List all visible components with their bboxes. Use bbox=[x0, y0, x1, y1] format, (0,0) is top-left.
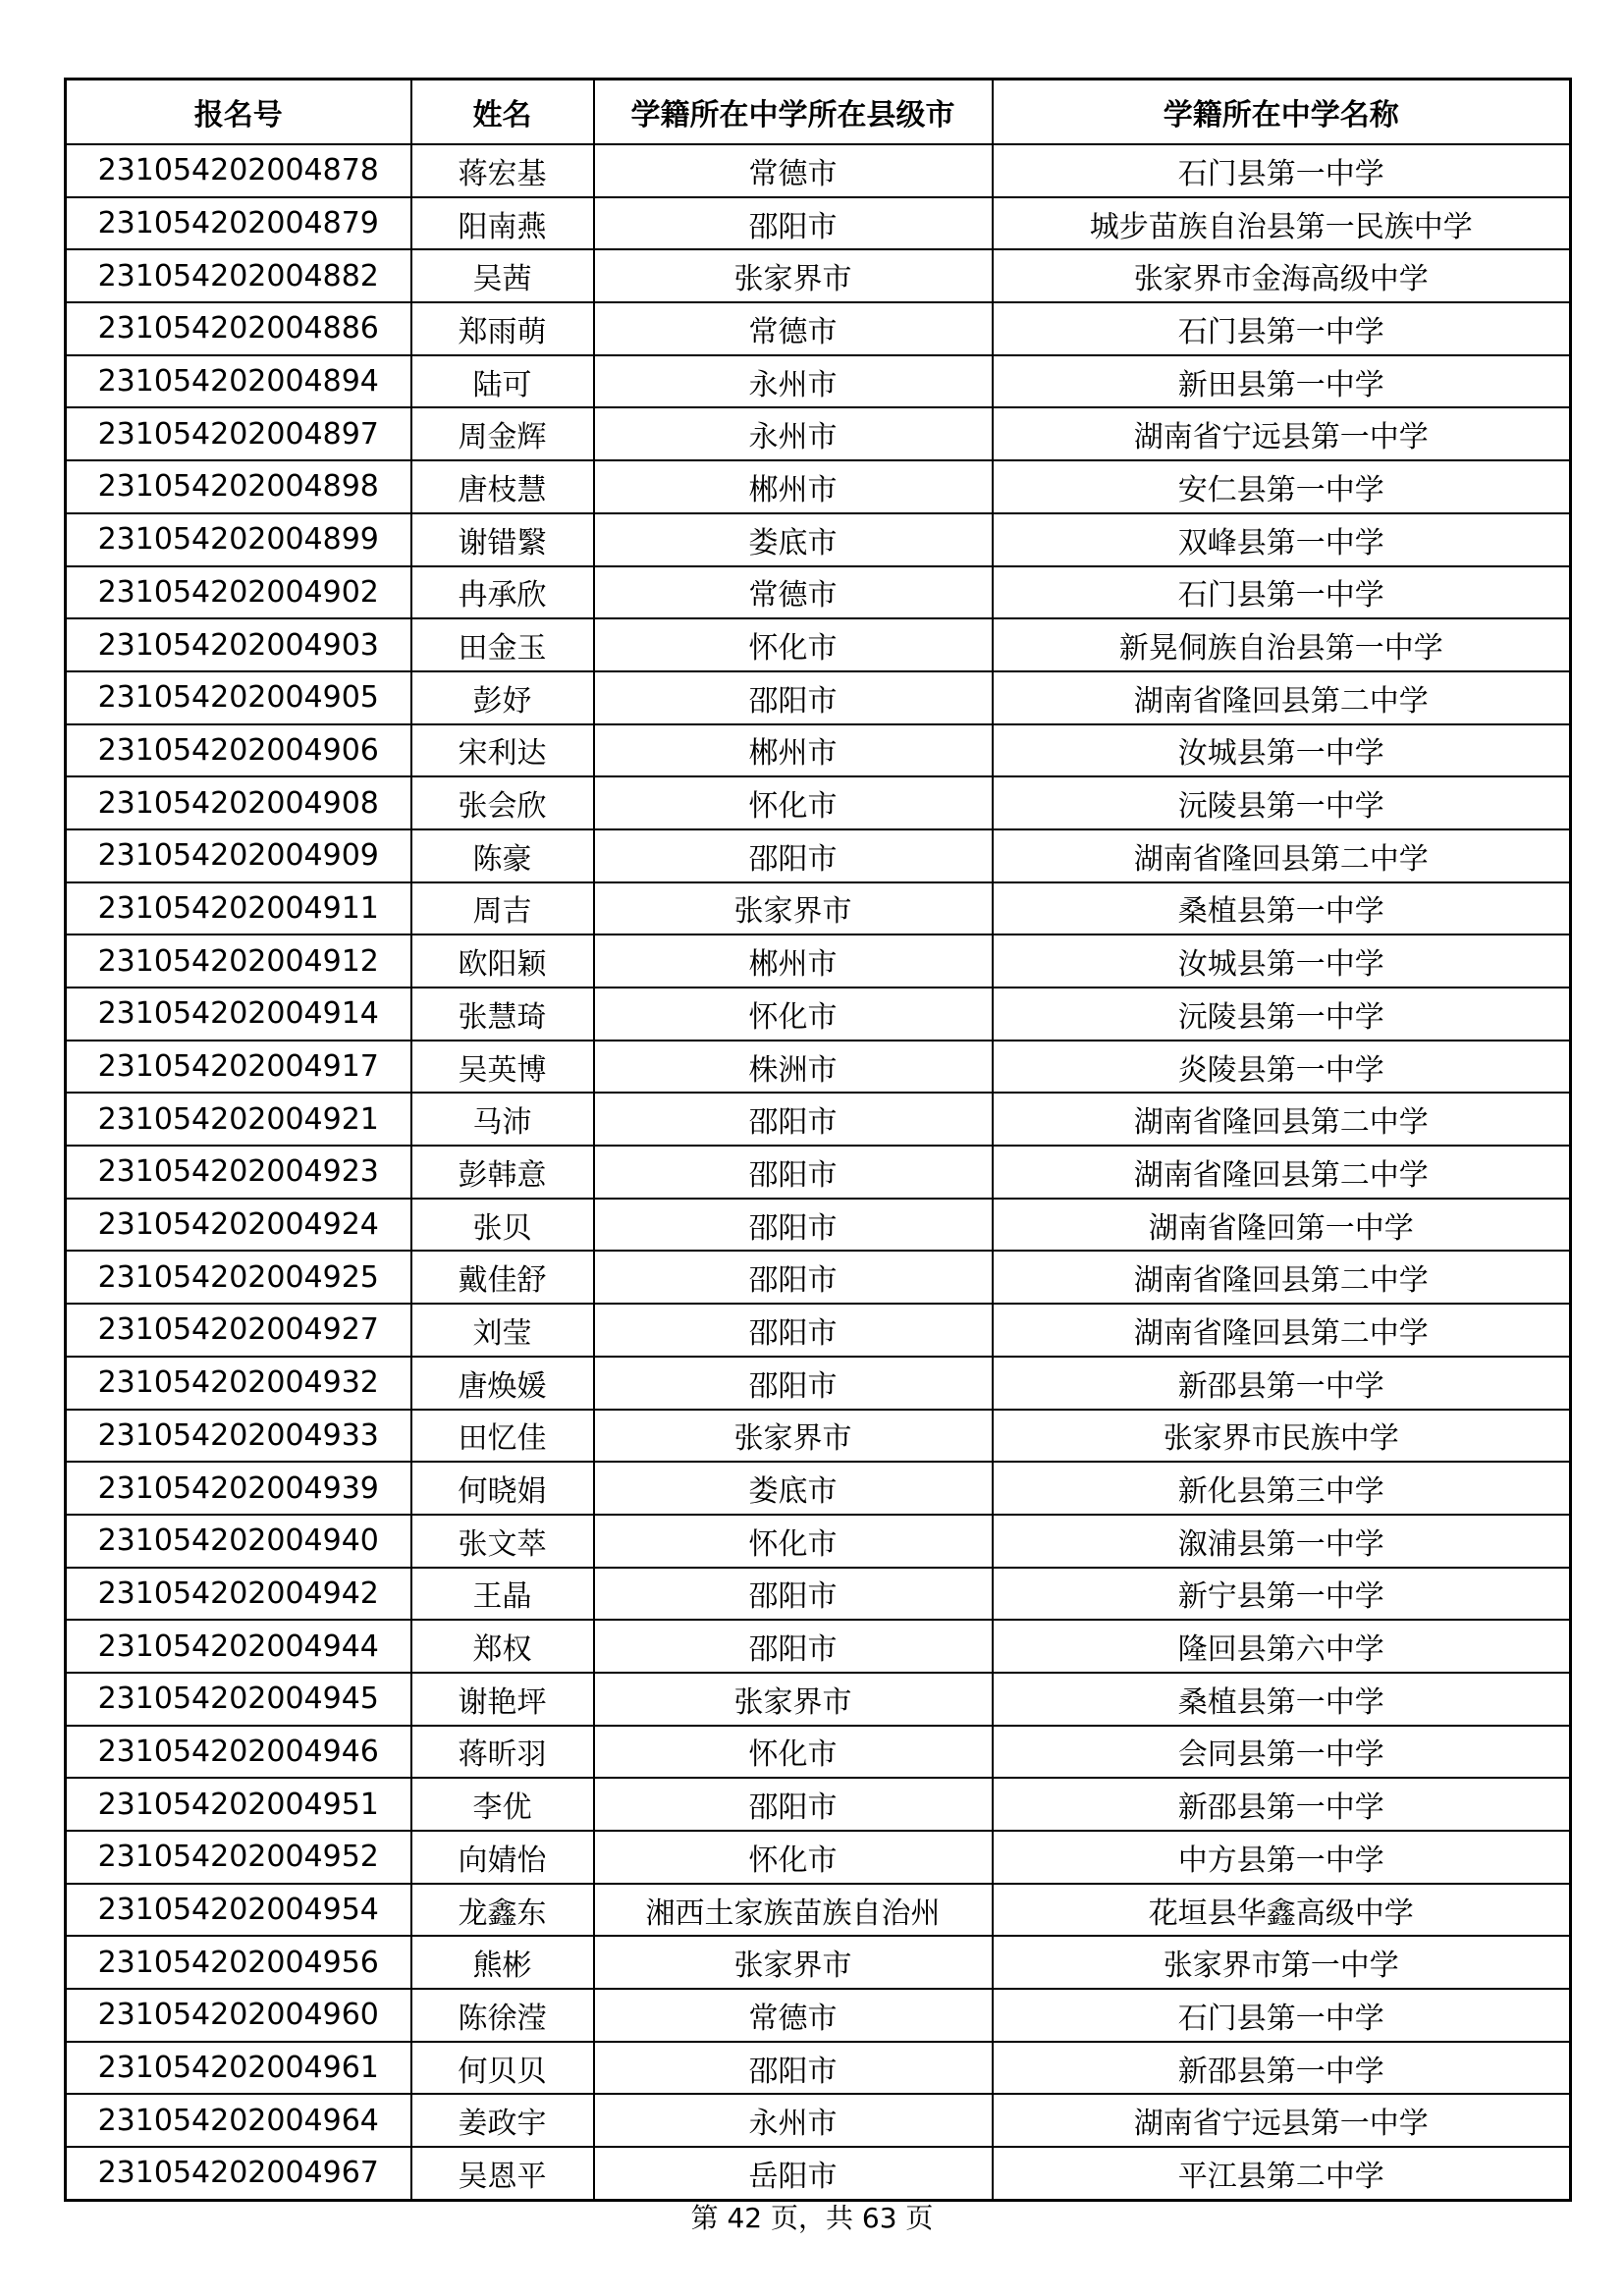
table-header-row bbox=[66, 80, 1571, 145]
school-name-cell: 新晃侗族自治县第一中学 bbox=[993, 618, 1571, 671]
registration-number-cell: 231054202004924 bbox=[66, 1199, 411, 1252]
admission-list-table bbox=[64, 78, 1572, 2202]
student-name-cell: 何晓娟 bbox=[411, 1462, 594, 1515]
table-row bbox=[66, 1568, 1571, 1621]
table-row bbox=[66, 2094, 1571, 2147]
table-row bbox=[66, 249, 1571, 302]
registration-number-cell: 231054202004951 bbox=[66, 1778, 411, 1831]
school-city-cell: 邵阳市 bbox=[594, 1093, 993, 1146]
school-city-cell: 邵阳市 bbox=[594, 671, 993, 724]
school-city-cell: 邵阳市 bbox=[594, 1778, 993, 1831]
registration-number-cell: 231054202004908 bbox=[66, 776, 411, 829]
registration-number-cell: 231054202004940 bbox=[66, 1515, 411, 1568]
registration-number-cell: 231054202004882 bbox=[66, 249, 411, 302]
student-name-cell: 吴茜 bbox=[411, 249, 594, 302]
student-name-cell: 彭韩意 bbox=[411, 1146, 594, 1199]
registration-number-cell: 231054202004927 bbox=[66, 1304, 411, 1357]
table-row bbox=[66, 1831, 1571, 1884]
school-name-cell: 新邵县第一中学 bbox=[993, 1778, 1571, 1831]
school-name-cell: 湖南省隆回第一中学 bbox=[993, 1199, 1571, 1252]
school-city-cell: 邵阳市 bbox=[594, 2042, 993, 2095]
school-name-cell: 安仁县第一中学 bbox=[993, 460, 1571, 513]
student-name-cell: 吴英博 bbox=[411, 1041, 594, 1094]
table-row bbox=[66, 1726, 1571, 1779]
table-row bbox=[66, 1199, 1571, 1252]
school-city-cell: 常德市 bbox=[594, 1989, 993, 2042]
school-city-cell: 郴州市 bbox=[594, 724, 993, 777]
table-row bbox=[66, 988, 1571, 1041]
table-row bbox=[66, 1093, 1571, 1146]
table-row bbox=[66, 2042, 1571, 2095]
school-name-cell: 沅陵县第一中学 bbox=[993, 988, 1571, 1041]
student-name-cell: 陈豪 bbox=[411, 829, 594, 882]
registration-number-cell: 231054202004897 bbox=[66, 407, 411, 460]
school-name-cell: 隆回县第六中学 bbox=[993, 1620, 1571, 1673]
school-name-cell: 湖南省宁远县第一中学 bbox=[993, 407, 1571, 460]
table-row bbox=[66, 934, 1571, 988]
student-name-cell: 谢错繄 bbox=[411, 513, 594, 566]
student-name-cell: 冉承欣 bbox=[411, 566, 594, 619]
table-row bbox=[66, 197, 1571, 250]
school-name-cell: 新邵县第一中学 bbox=[993, 1357, 1571, 1410]
school-city-cell: 永州市 bbox=[594, 2094, 993, 2147]
school-name-cell: 中方县第一中学 bbox=[993, 1831, 1571, 1884]
student-name-cell: 马沛 bbox=[411, 1093, 594, 1146]
school-city-cell: 邵阳市 bbox=[594, 1199, 993, 1252]
table-row bbox=[66, 355, 1571, 408]
student-name-cell: 张贝 bbox=[411, 1199, 594, 1252]
student-name-cell: 张慧琦 bbox=[411, 988, 594, 1041]
registration-number-cell: 231054202004939 bbox=[66, 1462, 411, 1515]
school-city-cell: 张家界市 bbox=[594, 1673, 993, 1726]
school-city-cell: 邵阳市 bbox=[594, 1568, 993, 1621]
student-name-cell: 周金辉 bbox=[411, 407, 594, 460]
school-city-cell: 郴州市 bbox=[594, 934, 993, 988]
table-row bbox=[66, 1515, 1571, 1568]
student-name-cell: 田忆佳 bbox=[411, 1410, 594, 1463]
school-name-cell: 桑植县第一中学 bbox=[993, 1673, 1571, 1726]
table-row bbox=[66, 1884, 1571, 1937]
school-city-cell: 郴州市 bbox=[594, 460, 993, 513]
school-city-cell: 怀化市 bbox=[594, 1831, 993, 1884]
table-row bbox=[66, 882, 1571, 935]
student-name-cell: 张会欣 bbox=[411, 776, 594, 829]
table-row bbox=[66, 776, 1571, 829]
school-name-cell: 湖南省隆回县第二中学 bbox=[993, 829, 1571, 882]
registration-number-cell: 231054202004944 bbox=[66, 1620, 411, 1673]
school-city-cell: 邵阳市 bbox=[594, 1304, 993, 1357]
school-city-cell: 张家界市 bbox=[594, 249, 993, 302]
student-name-cell: 王晶 bbox=[411, 1568, 594, 1621]
student-name-cell: 郑权 bbox=[411, 1620, 594, 1673]
school-name-cell: 石门县第一中学 bbox=[993, 1989, 1571, 2042]
school-city-cell: 邵阳市 bbox=[594, 829, 993, 882]
student-name-cell: 陈徐滢 bbox=[411, 1989, 594, 2042]
school-city-cell: 怀化市 bbox=[594, 1726, 993, 1779]
registration-number-cell: 231054202004921 bbox=[66, 1093, 411, 1146]
student-name-cell: 姜政宇 bbox=[411, 2094, 594, 2147]
registration-number-cell: 231054202004961 bbox=[66, 2042, 411, 2095]
table-row bbox=[66, 144, 1571, 197]
school-name-cell: 新邵县第一中学 bbox=[993, 2042, 1571, 2095]
school-city-cell: 岳阳市 bbox=[594, 2147, 993, 2200]
school-name-cell: 湖南省隆回县第二中学 bbox=[993, 671, 1571, 724]
table-row bbox=[66, 1989, 1571, 2042]
school-city-cell: 娄底市 bbox=[594, 1462, 993, 1515]
header-school-name: 学籍所在中学名称 bbox=[993, 80, 1571, 145]
school-city-cell: 株洲市 bbox=[594, 1041, 993, 1094]
school-name-cell: 平江县第二中学 bbox=[993, 2147, 1571, 2200]
school-city-cell: 怀化市 bbox=[594, 618, 993, 671]
registration-number-cell: 231054202004925 bbox=[66, 1251, 411, 1304]
table-row bbox=[66, 1462, 1571, 1515]
header-registration-number: 报名号 bbox=[66, 80, 411, 145]
registration-number-cell: 231054202004911 bbox=[66, 882, 411, 935]
registration-number-cell: 231054202004894 bbox=[66, 355, 411, 408]
school-name-cell: 新田县第一中学 bbox=[993, 355, 1571, 408]
school-city-cell: 常德市 bbox=[594, 566, 993, 619]
student-name-cell: 彭妤 bbox=[411, 671, 594, 724]
student-name-cell: 熊彬 bbox=[411, 1936, 594, 1989]
registration-number-cell: 231054202004917 bbox=[66, 1041, 411, 1094]
school-name-cell: 花垣县华鑫高级中学 bbox=[993, 1884, 1571, 1937]
school-name-cell: 石门县第一中学 bbox=[993, 302, 1571, 355]
registration-number-cell: 231054202004909 bbox=[66, 829, 411, 882]
school-city-cell: 邵阳市 bbox=[594, 1146, 993, 1199]
school-name-cell: 城步苗族自治县第一民族中学 bbox=[993, 197, 1571, 250]
school-name-cell: 会同县第一中学 bbox=[993, 1726, 1571, 1779]
school-name-cell: 溆浦县第一中学 bbox=[993, 1515, 1571, 1568]
school-name-cell: 石门县第一中学 bbox=[993, 144, 1571, 197]
registration-number-cell: 231054202004914 bbox=[66, 988, 411, 1041]
table-row bbox=[66, 566, 1571, 619]
registration-number-cell: 231054202004923 bbox=[66, 1146, 411, 1199]
student-name-cell: 李优 bbox=[411, 1778, 594, 1831]
table-body bbox=[66, 144, 1571, 2200]
school-city-cell: 怀化市 bbox=[594, 1515, 993, 1568]
student-name-cell: 张文萃 bbox=[411, 1515, 594, 1568]
student-name-cell: 周吉 bbox=[411, 882, 594, 935]
page-number: 第 42 页，共 63 页 bbox=[690, 2202, 934, 2234]
table-row bbox=[66, 1620, 1571, 1673]
school-name-cell: 沅陵县第一中学 bbox=[993, 776, 1571, 829]
registration-number-cell: 231054202004933 bbox=[66, 1410, 411, 1463]
table-row bbox=[66, 829, 1571, 882]
school-name-cell: 湖南省隆回县第二中学 bbox=[993, 1146, 1571, 1199]
registration-number-cell: 231054202004906 bbox=[66, 724, 411, 777]
table-row bbox=[66, 2147, 1571, 2200]
registration-number-cell: 231054202004886 bbox=[66, 302, 411, 355]
school-city-cell: 永州市 bbox=[594, 407, 993, 460]
school-name-cell: 石门县第一中学 bbox=[993, 566, 1571, 619]
registration-number-cell: 231054202004945 bbox=[66, 1673, 411, 1726]
table-row bbox=[66, 460, 1571, 513]
student-name-cell: 何贝贝 bbox=[411, 2042, 594, 2095]
school-city-cell: 张家界市 bbox=[594, 882, 993, 935]
table-row bbox=[66, 1936, 1571, 1989]
table-row bbox=[66, 302, 1571, 355]
student-name-cell: 吴恩平 bbox=[411, 2147, 594, 2200]
school-city-cell: 张家界市 bbox=[594, 1936, 993, 1989]
student-name-cell: 阳南燕 bbox=[411, 197, 594, 250]
header-name: 姓名 bbox=[411, 80, 594, 145]
table-row bbox=[66, 1357, 1571, 1410]
registration-number-cell: 231054202004964 bbox=[66, 2094, 411, 2147]
school-city-cell: 常德市 bbox=[594, 144, 993, 197]
table-row bbox=[66, 1041, 1571, 1094]
student-name-cell: 龙鑫东 bbox=[411, 1884, 594, 1937]
header-school-city: 学籍所在中学所在县级市 bbox=[594, 80, 993, 145]
school-name-cell: 张家界市第一中学 bbox=[993, 1936, 1571, 1989]
school-city-cell: 张家界市 bbox=[594, 1410, 993, 1463]
school-name-cell: 桑植县第一中学 bbox=[993, 882, 1571, 935]
registration-number-cell: 231054202004967 bbox=[66, 2147, 411, 2200]
student-name-cell: 谢艳坪 bbox=[411, 1673, 594, 1726]
student-name-cell: 唐枝慧 bbox=[411, 460, 594, 513]
school-name-cell: 湖南省隆回县第二中学 bbox=[993, 1304, 1571, 1357]
school-city-cell: 怀化市 bbox=[594, 776, 993, 829]
registration-number-cell: 231054202004905 bbox=[66, 671, 411, 724]
student-name-cell: 欧阳颖 bbox=[411, 934, 594, 988]
registration-number-cell: 231054202004960 bbox=[66, 1989, 411, 2042]
school-city-cell: 邵阳市 bbox=[594, 1620, 993, 1673]
school-name-cell: 汝城县第一中学 bbox=[993, 934, 1571, 988]
table-row bbox=[66, 1251, 1571, 1304]
school-city-cell: 邵阳市 bbox=[594, 1357, 993, 1410]
student-name-cell: 唐焕媛 bbox=[411, 1357, 594, 1410]
school-name-cell: 湖南省隆回县第二中学 bbox=[993, 1251, 1571, 1304]
school-name-cell: 湖南省宁远县第一中学 bbox=[993, 2094, 1571, 2147]
registration-number-cell: 231054202004898 bbox=[66, 460, 411, 513]
school-city-cell: 湘西土家族苗族自治州 bbox=[594, 1884, 993, 1937]
student-name-cell: 宋利达 bbox=[411, 724, 594, 777]
registration-number-cell: 231054202004932 bbox=[66, 1357, 411, 1410]
registration-number-cell: 231054202004902 bbox=[66, 566, 411, 619]
school-city-cell: 邵阳市 bbox=[594, 197, 993, 250]
table-row bbox=[66, 1304, 1571, 1357]
table-row bbox=[66, 513, 1571, 566]
student-name-cell: 田金玉 bbox=[411, 618, 594, 671]
table-row bbox=[66, 407, 1571, 460]
registration-number-cell: 231054202004899 bbox=[66, 513, 411, 566]
registration-number-cell: 231054202004956 bbox=[66, 1936, 411, 1989]
school-name-cell: 新宁县第一中学 bbox=[993, 1568, 1571, 1621]
school-name-cell: 汝城县第一中学 bbox=[993, 724, 1571, 777]
registration-number-cell: 231054202004954 bbox=[66, 1884, 411, 1937]
school-city-cell: 邵阳市 bbox=[594, 1251, 993, 1304]
school-name-cell: 双峰县第一中学 bbox=[993, 513, 1571, 566]
table-row bbox=[66, 1146, 1571, 1199]
registration-number-cell: 231054202004879 bbox=[66, 197, 411, 250]
school-name-cell: 张家界市民族中学 bbox=[993, 1410, 1571, 1463]
student-name-cell: 刘莹 bbox=[411, 1304, 594, 1357]
registration-number-cell: 231054202004942 bbox=[66, 1568, 411, 1621]
registration-number-cell: 231054202004952 bbox=[66, 1831, 411, 1884]
student-name-cell: 陆可 bbox=[411, 355, 594, 408]
school-city-cell: 常德市 bbox=[594, 302, 993, 355]
student-name-cell: 郑雨萌 bbox=[411, 302, 594, 355]
school-name-cell: 张家界市金海高级中学 bbox=[993, 249, 1571, 302]
school-city-cell: 怀化市 bbox=[594, 988, 993, 1041]
table-row bbox=[66, 1410, 1571, 1463]
school-name-cell: 湖南省隆回县第二中学 bbox=[993, 1093, 1571, 1146]
school-city-cell: 永州市 bbox=[594, 355, 993, 408]
registration-number-cell: 231054202004912 bbox=[66, 934, 411, 988]
table-row bbox=[66, 618, 1571, 671]
student-name-cell: 戴佳舒 bbox=[411, 1251, 594, 1304]
table-row bbox=[66, 1673, 1571, 1726]
table-row bbox=[66, 724, 1571, 777]
student-name-cell: 向婧怡 bbox=[411, 1831, 594, 1884]
registration-number-cell: 231054202004946 bbox=[66, 1726, 411, 1779]
registration-number-cell: 231054202004903 bbox=[66, 618, 411, 671]
student-name-cell: 蒋昕羽 bbox=[411, 1726, 594, 1779]
table-row bbox=[66, 1778, 1571, 1831]
school-name-cell: 炎陵县第一中学 bbox=[993, 1041, 1571, 1094]
registration-number-cell: 231054202004878 bbox=[66, 144, 411, 197]
school-name-cell: 新化县第三中学 bbox=[993, 1462, 1571, 1515]
table-row bbox=[66, 671, 1571, 724]
student-name-cell: 蒋宏基 bbox=[411, 144, 594, 197]
school-city-cell: 娄底市 bbox=[594, 513, 993, 566]
